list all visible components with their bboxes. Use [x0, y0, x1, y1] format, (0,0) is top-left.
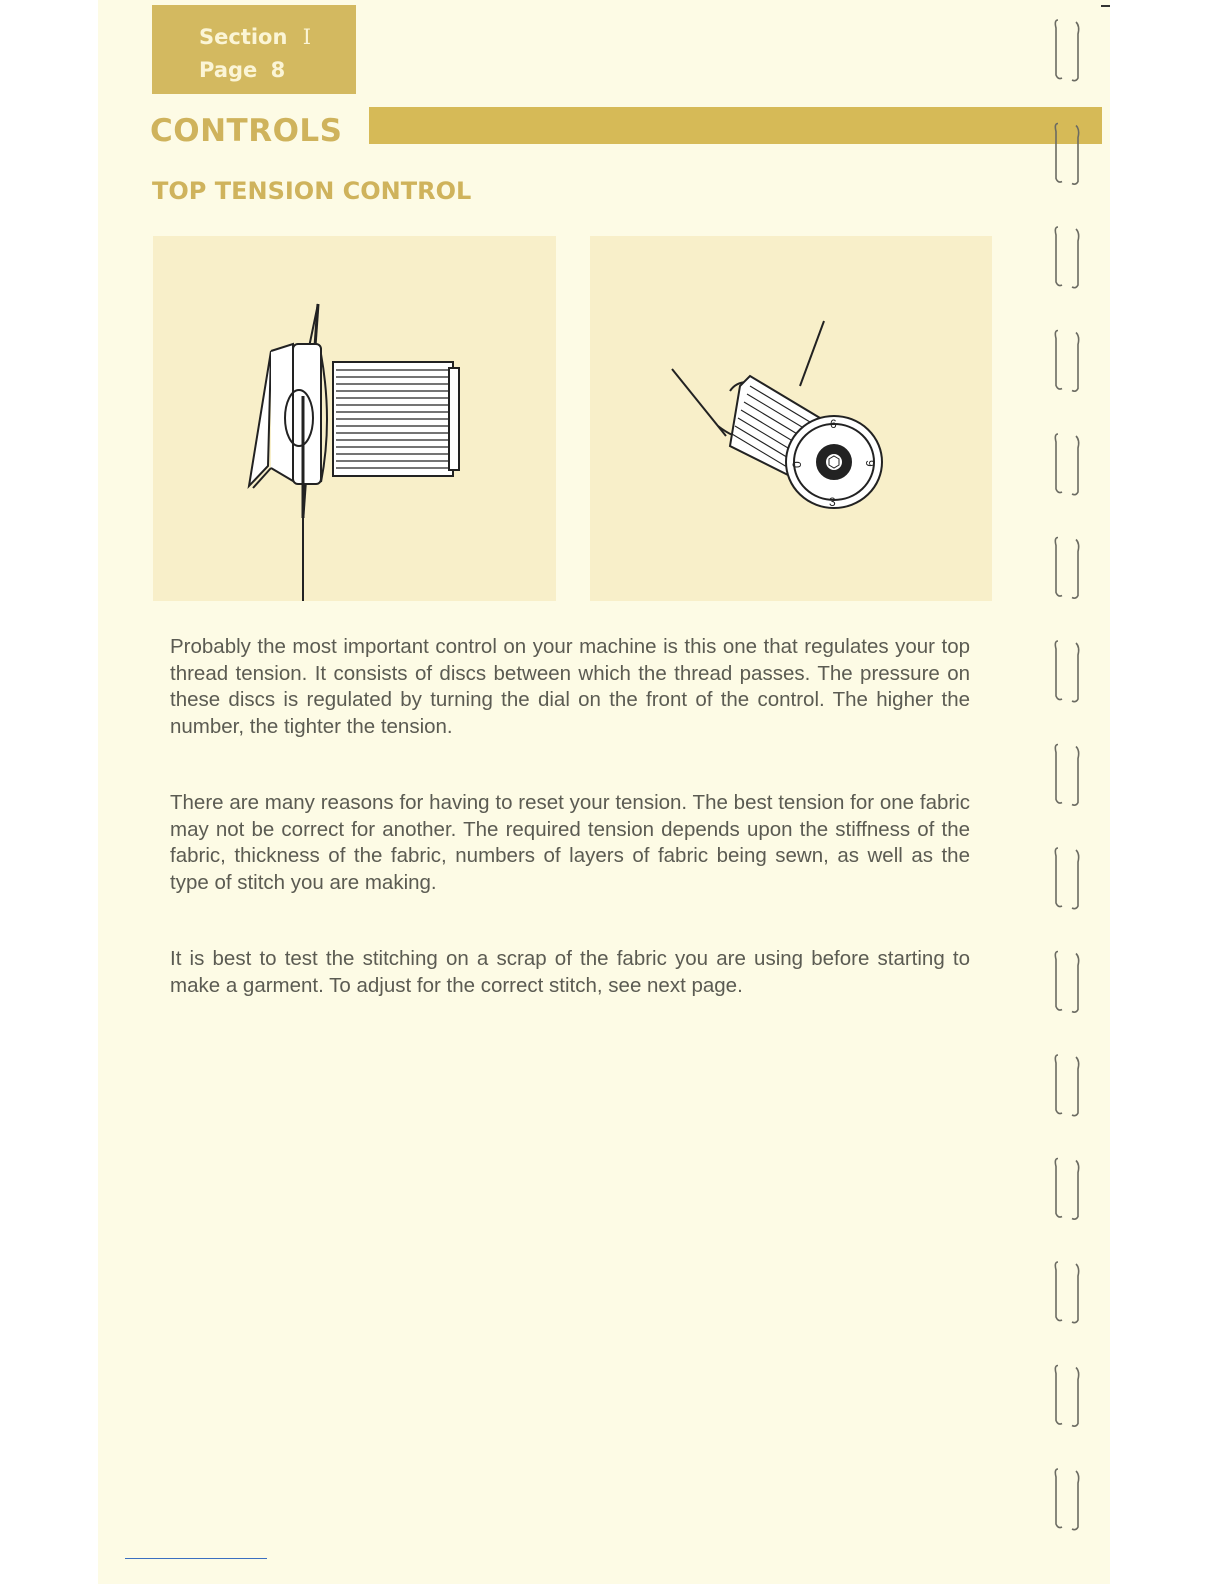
dial-number-3: 3 — [829, 495, 836, 509]
section-tab — [152, 5, 356, 94]
tension-dial-icon — [590, 236, 992, 601]
binding-ring — [1055, 952, 1078, 1013]
paragraph-1: Probably the most important control on your machine is this one that regulates your top thread tension. It consists of discs between which the thread passes. The pressure on these discs is regulated by turning the dial on the front of the control. The higher the number, the tighter the tension. — [170, 635, 970, 738]
dial-number-6: 6 — [830, 417, 837, 431]
section-subtitle: TOP TENSION CONTROL — [152, 177, 472, 205]
binding-ring — [1055, 20, 1078, 81]
page-label: Page — [199, 58, 258, 82]
binding-ring — [1055, 745, 1078, 806]
paragraph-3: It is best to test the stitching on a scrap of the fabric you are using before starting to make a garment. To adjust for the correct stitch, see next page. — [170, 947, 970, 997]
section-label: Section — [199, 25, 288, 49]
binding-ring — [1055, 124, 1078, 185]
binding-ring — [1055, 538, 1078, 599]
tension-control-side-icon — [153, 236, 556, 601]
binding-ring — [1055, 1055, 1078, 1116]
page-number: 8 — [270, 58, 286, 82]
tension-control-side-illustration — [153, 236, 556, 601]
binding-ring — [1055, 331, 1078, 392]
tension-control-dial-illustration — [590, 236, 992, 601]
binding-ring — [1055, 1366, 1078, 1427]
dial-number-9: 9 — [863, 460, 877, 467]
binding-ring — [1055, 227, 1078, 288]
footer-line — [125, 1558, 267, 1559]
binding-ring — [1055, 848, 1078, 909]
binding-ring — [1055, 1469, 1078, 1530]
dial-number-0: 0 — [790, 461, 804, 468]
paragraph-2: There are many reasons for having to reset your tension. The best tension for one fabric may not be correct for another. The required tension depends upon the stiffness of the fabric, thickness of the fabric, numbers of layers of fabric being sewn, as well as the type of stitch you are making. — [170, 791, 970, 894]
page-title: CONTROLS — [150, 113, 343, 149]
binding-ring — [1055, 434, 1078, 495]
binding-ring-icons — [1052, 12, 1092, 1532]
binding-rings — [1052, 12, 1092, 1532]
section-number: I — [302, 25, 312, 49]
corner-mark — [1101, 5, 1110, 7]
binding-ring — [1055, 1262, 1078, 1323]
title-bar — [369, 107, 1102, 144]
binding-ring — [1055, 1159, 1078, 1220]
binding-ring — [1055, 641, 1078, 702]
